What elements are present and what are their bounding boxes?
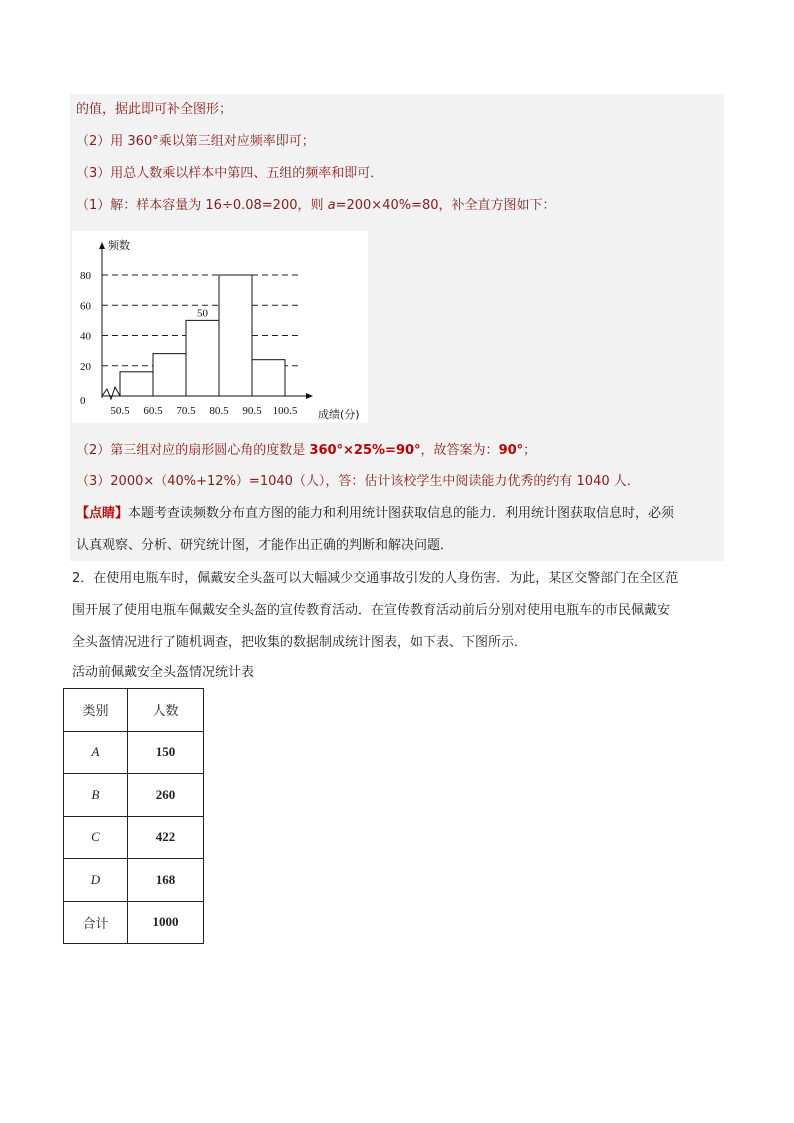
question-2-line-2: 围开展了使用电瓶车佩戴安全头盔的宣传教育活动．在宣传教育活动前后分别对使用电瓶车的市民佩戴安 (72, 603, 671, 618)
y-tick-label: 60 (80, 300, 91, 313)
x-tick-label: 50.5 (110, 405, 130, 417)
histogram-chart (72, 231, 368, 423)
bar-data-label: 50 (197, 307, 208, 320)
header-category: 类别 (64, 689, 128, 732)
solution-line-2: （2）用 360°乘以第三组对应频率即可； (76, 134, 315, 149)
total-value: 1000 (128, 901, 204, 944)
row-count: 260 (128, 774, 204, 817)
table-total-row (64, 901, 204, 944)
solution-line-5-a: （2）第三组对应的扇形圆心角的度数是 (76, 443, 310, 458)
table-row (64, 816, 204, 859)
note-text-2: 认真观察、分析、研究统计图，才能作出正确的判断和解决问题． (76, 538, 454, 553)
histogram-bar (153, 354, 186, 396)
y-tick-label: 80 (80, 270, 91, 282)
note-text-1: 本题考查读频数分布直方图的能力和利用统计图获取信息的能力．利用统计图获取信息时，必须 (128, 506, 675, 521)
table-row (64, 731, 204, 774)
histogram-bar (186, 320, 219, 396)
y-tick-label: 20 (80, 360, 91, 373)
header-count: 人数 (128, 689, 204, 732)
table-row (64, 774, 204, 817)
y-axis-title: 频数 (108, 239, 130, 252)
histogram-bar (219, 275, 252, 396)
histogram-bar (252, 360, 285, 396)
total-label: 合计 (64, 901, 128, 944)
y-tick-label: 40 (80, 330, 91, 343)
solution-line-5-e: ； (523, 443, 537, 458)
solution-line-5-c: ，故答案为： (420, 443, 499, 458)
row-category: C (64, 816, 128, 859)
solution-line-1: 的值，据此即可补全图形； (76, 102, 233, 117)
x-tick-label: 90.5 (242, 405, 262, 417)
table-row (64, 859, 204, 902)
solution-line-5 (76, 441, 536, 461)
table-header-row (64, 689, 204, 732)
question-2-line-1: 2．在使用电瓶车时，佩戴安全头盔可以大幅减少交通事故引发的人身伤害．为此，某区交警部门在全区范 (72, 571, 679, 586)
variable-a: a (327, 198, 336, 213)
helmet-stats-table (63, 688, 204, 944)
row-count: 150 (128, 731, 204, 774)
solution-line-4-a: （1）解：样本容量为 16÷0.08=200，则 (76, 198, 328, 213)
row-count: 422 (128, 816, 204, 859)
axis-break (102, 387, 120, 399)
x-axis-arrow (306, 393, 313, 399)
note-line-1 (76, 504, 674, 524)
angle-answer: 90° (498, 443, 524, 458)
x-tick-label: 60.5 (143, 405, 163, 417)
table-title: 活动前佩戴安全头盔情况统计表 (72, 665, 255, 680)
histogram-bar (120, 372, 153, 396)
row-category: D (64, 859, 128, 902)
x-tick-label: 80.5 (209, 405, 229, 417)
angle-expression: 360°×25%=90° (309, 443, 421, 458)
histogram-svg (72, 231, 368, 423)
solution-line-6: （3）2000×（40%+12%）=1040（人），答：估计该校学生中阅读能力优秀的约有 1040 人． (76, 474, 640, 489)
x-axis-title: 成绩(分) (318, 408, 360, 421)
row-category: B (64, 774, 128, 817)
solution-line-4 (76, 196, 556, 216)
row-count: 168 (128, 859, 204, 902)
x-tick-label: 100.5 (272, 405, 298, 417)
y-axis-arrow (99, 242, 105, 249)
y-tick-label: 0 (80, 395, 86, 407)
x-tick-label: 70.5 (176, 405, 196, 417)
solution-line-3: （3）用总人数乘以样本中第四、五组的频率和即可． (76, 166, 384, 181)
question-2-line-3: 全头盔情况进行了随机调查，把收集的数据制成统计图表，如下表、下图所示． (72, 635, 528, 650)
row-category: A (64, 731, 128, 774)
note-line-2 (76, 536, 453, 556)
note-tag: 【点睛】 (76, 506, 129, 521)
solution-line-4-b: =200×40%=80，补全直方图如下： (335, 198, 556, 213)
